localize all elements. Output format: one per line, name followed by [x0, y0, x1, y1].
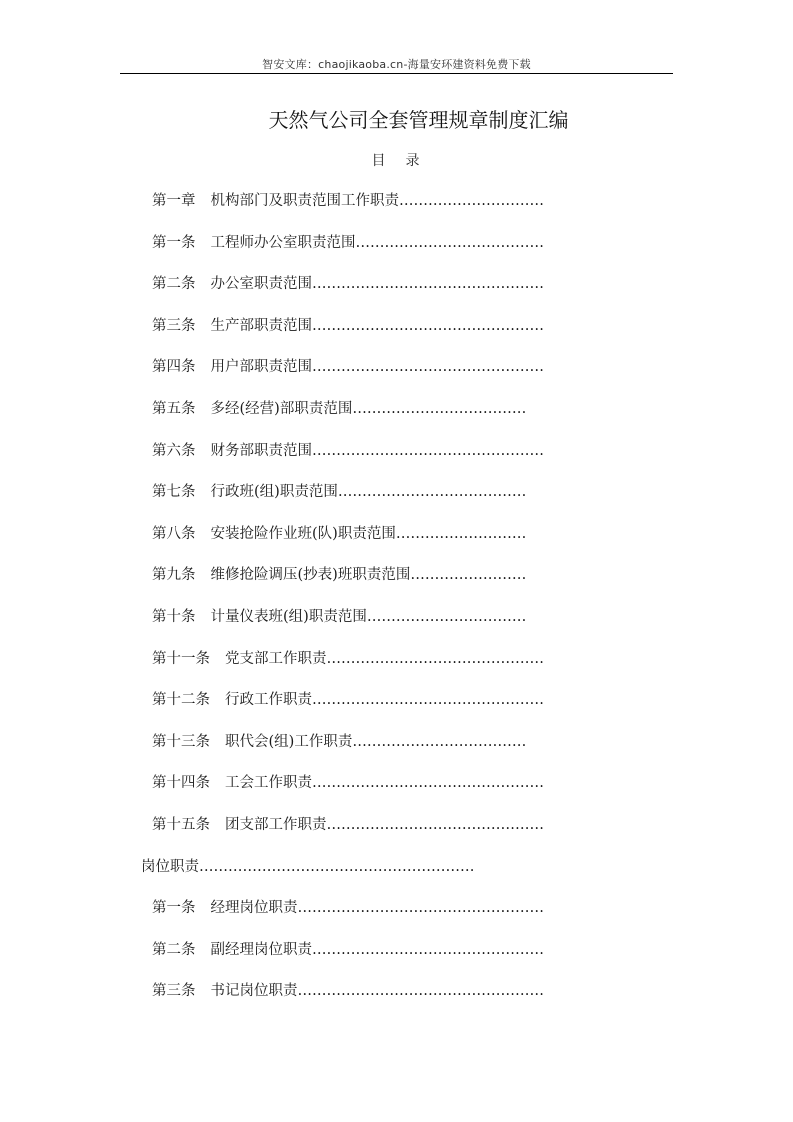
toc-entry[interactable] [152, 815, 592, 857]
toc-entry-number: 第一条 [152, 234, 196, 251]
toc-dot-leader: …………………………………………… [297, 983, 544, 1000]
toc-entry-number: 第九条 [152, 567, 196, 584]
toc-entry-number: 第五条 [152, 400, 196, 417]
toc-entry-title: 岗位职责 [141, 858, 199, 875]
toc-entry[interactable] [152, 732, 592, 774]
toc-entry[interactable] [152, 357, 592, 399]
toc-entry[interactable] [152, 981, 592, 1023]
toc-entry-number: 第八条 [152, 525, 196, 542]
toc-entry[interactable] [152, 940, 592, 982]
toc-entry-number: 第七条 [152, 484, 196, 501]
toc-entry[interactable] [152, 191, 592, 233]
toc-dot-leader: ……………………………… [352, 733, 527, 750]
toc-entry[interactable] [152, 565, 592, 607]
toc-entry-title: 办公室职责范围 [210, 276, 312, 293]
page-header: 智安文库：chaojikaoba.cn-海量安环建资料免费下载 [262, 58, 531, 71]
toc-dot-leader: ………………………… [399, 193, 544, 209]
toc-entry[interactable] [141, 857, 592, 899]
document-title: 天然气公司全套管理规章制度汇编 [268, 108, 569, 132]
toc-entry-number: 第二条 [152, 276, 196, 293]
toc-entry-number: 第十三条 [152, 733, 210, 750]
toc-entry[interactable] [152, 274, 592, 316]
toc-entry-title: 机构部门及职责范围工作职责 [210, 193, 399, 209]
toc-entry-number: 第十一条 [152, 650, 210, 667]
toc-entry[interactable] [152, 607, 592, 649]
toc-entry[interactable] [152, 482, 592, 524]
toc-entry-title: 党支部工作职责 [225, 650, 327, 667]
toc-entry-number: 第三条 [152, 317, 196, 334]
toc-dot-leader: ………………………………………… [312, 775, 544, 792]
toc-entry-title: 经理岗位职责 [210, 900, 298, 917]
header-divider [120, 73, 673, 74]
toc-dot-leader: ………………………………… [337, 484, 527, 501]
toc-dot-leader: …………………… [410, 567, 527, 584]
toc-dot-leader: ……………………………………… [326, 816, 544, 833]
toc-entry-title: 财务部职责范围 [210, 442, 312, 459]
toc-entry-title: 工会工作职责 [225, 775, 312, 792]
toc-dot-leader: ………………………………………………… [199, 858, 475, 875]
toc-entry[interactable] [152, 399, 592, 441]
toc-entry-title: 行政工作职责 [225, 692, 312, 709]
toc-entry-title: 安装抢险作业班(队)职责范围 [210, 525, 396, 542]
toc-dot-leader: ………………………………………… [312, 692, 544, 709]
toc-entry-title: 副经理岗位职责 [210, 941, 312, 958]
toc-dot-leader: ……………………… [395, 525, 527, 542]
toc-dot-leader: ……………………………………… [326, 650, 544, 667]
toc-entry[interactable] [152, 898, 592, 940]
toc-entry-number: 第十二条 [152, 692, 210, 709]
toc-entry[interactable] [152, 773, 592, 815]
toc-heading-char-1: 目 [371, 153, 388, 169]
toc-dot-leader: ………………………………… [355, 234, 544, 251]
toc-heading-char-2: 录 [405, 153, 422, 169]
toc-entry-number: 第十五条 [152, 816, 210, 833]
toc-entry[interactable] [152, 524, 592, 566]
toc-entry-title: 职代会(组)工作职责 [225, 733, 353, 750]
toc-dot-leader: …………………………… [366, 608, 527, 625]
toc-dot-leader: ………………………………………… [312, 442, 544, 459]
toc-entry-title: 计量仪表班(组)职责范围 [210, 608, 367, 625]
toc-entry[interactable] [152, 690, 592, 732]
toc-entry-title: 维修抢险调压(抄表)班职责范围 [210, 567, 411, 584]
toc-entry-title: 团支部工作职责 [225, 816, 327, 833]
toc-dot-leader: ……………………………… [352, 400, 527, 417]
table-of-contents [141, 191, 592, 1023]
toc-entry-number: 第一条 [152, 900, 196, 917]
toc-entry-title: 行政班(组)职责范围 [210, 484, 338, 501]
toc-dot-leader: ………………………………………… [312, 276, 544, 293]
toc-dot-leader: ………………………………………… [312, 317, 544, 334]
toc-entry-number: 第十条 [152, 608, 196, 625]
toc-entry[interactable] [152, 316, 592, 358]
toc-entry-number: 第二条 [152, 941, 196, 958]
toc-entry-number: 第四条 [152, 359, 196, 376]
toc-entry[interactable] [152, 649, 592, 691]
toc-entry-title: 多经(经营)部职责范围 [210, 400, 353, 417]
toc-entry-title: 生产部职责范围 [210, 317, 312, 334]
toc-entry-number: 第六条 [152, 442, 196, 459]
toc-dot-leader: ………………………………………… [312, 359, 544, 376]
toc-heading [0, 150, 793, 170]
toc-dot-leader: ………………………………………… [312, 941, 544, 958]
toc-entry-title: 工程师办公室职责范围 [210, 234, 356, 251]
toc-entry[interactable] [152, 233, 592, 275]
toc-entry[interactable] [152, 441, 592, 483]
toc-dot-leader: …………………………………………… [297, 900, 544, 917]
toc-entry-number: 第一章 [152, 193, 196, 209]
toc-entry-number: 第十四条 [152, 775, 210, 792]
toc-entry-title: 用户部职责范围 [210, 359, 312, 376]
toc-entry-number: 第三条 [152, 983, 196, 1000]
toc-entry-title: 书记岗位职责 [210, 983, 298, 1000]
